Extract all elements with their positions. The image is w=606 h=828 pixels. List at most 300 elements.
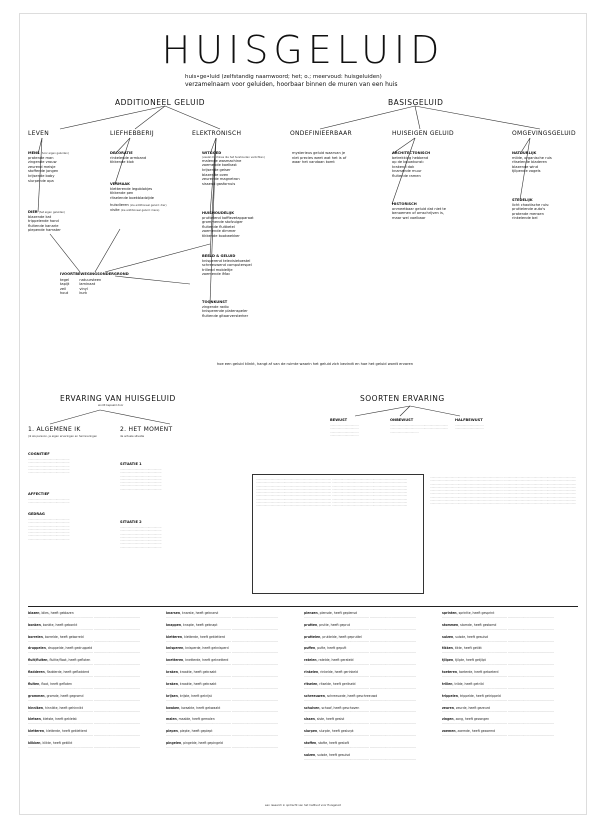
historisch-label: HISTORISCH bbox=[392, 202, 417, 206]
glossary-example: ……………………………………………………… ……………………………………… bbox=[304, 685, 417, 690]
glossary-definition: kraakte, heeft gekraakt bbox=[179, 670, 217, 675]
glossary-term: ratelen bbox=[304, 658, 317, 663]
glossary-definition: zong, heeft gezongen bbox=[455, 717, 490, 722]
glossary-example: ……………………………………………………… ……………………………………… bbox=[28, 614, 141, 619]
glossary-example: ……………………………………………………… ……………………………………… bbox=[304, 733, 417, 738]
glossary-term: zingen bbox=[442, 717, 454, 722]
ondefinieerbaar-group bbox=[292, 151, 382, 165]
beeld-geluid-label: BEELD & GELUID bbox=[202, 254, 236, 258]
glossary-entry: druppelen, druppelde, heeft gedruppeld ……………………………………………………… ……………………………………… bbox=[28, 647, 156, 655]
glossary-definition: tjilpte, heeft getjilpt bbox=[455, 658, 486, 663]
glossary-term: zoemen bbox=[442, 729, 456, 734]
halfbewust-text-block: …………………………… …………………………… bbox=[455, 424, 484, 431]
glossary-entry: stommen, stomde, heeft gestomd ……………………………………………………… ……………………………………… bbox=[442, 624, 580, 632]
glossary-example: ……………………………………………………… ……………………………………… bbox=[442, 721, 555, 726]
glossary-example: ……………………………………………………… ……………………………………… bbox=[304, 697, 417, 702]
basis-heading: BASISGELUID bbox=[388, 98, 444, 107]
glossary-term: tikken bbox=[442, 646, 453, 651]
glossary-definition: floot, heeft gefloten bbox=[41, 681, 73, 686]
glossary-term: zeuren bbox=[442, 705, 454, 710]
glossary-definition: fladderde, heeft gefladderd bbox=[46, 670, 90, 675]
glossary-term: hinniken bbox=[28, 705, 44, 710]
glossary-term: stoffen bbox=[304, 740, 317, 745]
glossary-definition: kletterde, heeft gekletterd bbox=[46, 729, 87, 734]
huishoudelijk-item: fluitende fluitketel bbox=[202, 224, 235, 229]
divider bbox=[28, 606, 578, 607]
natuurlijk-group bbox=[512, 151, 586, 174]
glossary-definition: bonkte, heeft gebonkt bbox=[42, 622, 78, 627]
glossary-term: kwaken bbox=[166, 705, 180, 710]
glossary-entry: tjilpen, tjilpte, heeft getjilpt ……………………………………………………… ……………………………………… bbox=[442, 659, 580, 667]
decoratie-label: DECORATIE bbox=[110, 151, 133, 155]
glossary-definition: hinnikte, heeft gehinnikt bbox=[44, 705, 83, 710]
ontstaan-text-block: ………………………………………………………………………… ………………………………………………………………………… ………………………………………………………………………… ………………………………………………………………………… ………………………………………………………………………… ………………………………………………………………………… ………………………………………………………………………… ………………………………………………………………………… ………………………………………………………………………… ………………………………………………………………………… ………………………………………………………………………… ………………………………………………………………………… ………………………………………………………………………… ………………………………………………………………………… ………………………………………………………………………… ………………………………………………………………………… ………………………………………………………………………… ………………………………………………………………………… bbox=[430, 476, 577, 506]
glossary-definition: stofte, heeft gestoft bbox=[318, 740, 349, 745]
glossary-entry: sissen, siste, heeft gesist ……………………………………………………… ……………………………………… bbox=[304, 718, 432, 726]
glossary-entry: sprinten, sprintte, heeft gesprint ……………………………………………………… ……………………………………… bbox=[442, 612, 580, 620]
glossary-definition: prutte, heeft geprut bbox=[319, 622, 350, 627]
architectonisch-item: knarsende muur bbox=[392, 169, 422, 174]
glossary-example: ……………………………………………………… ……………………………………… bbox=[304, 721, 417, 726]
glossary-entry: blazen, blies, heeft geblazen ……………………………………………………… ……………………………………… bbox=[28, 612, 156, 620]
het-moment-sub: de actuele situatie bbox=[120, 435, 145, 438]
toonkunst-item: knisperende platenspeler bbox=[202, 309, 248, 314]
witgoed-item: krijsende geiser bbox=[202, 168, 231, 173]
ervaring-subtitle: wordt bepaald door bbox=[98, 404, 124, 407]
mens-group bbox=[28, 151, 98, 183]
glossary-term: sissen bbox=[304, 717, 315, 722]
glossary-entry: toeteren, toeterde, heeft getoeterd ……………………………………………………… ……………………………………… bbox=[442, 671, 580, 679]
glossary-example: ……………………………………………………… ……………………………………… bbox=[28, 721, 141, 726]
glossary-definition: suisde, heeft gesuisd bbox=[455, 634, 488, 639]
witgoed-item: zoemende koelkast bbox=[202, 163, 237, 168]
glossary-definition: blies, heeft geblazen bbox=[41, 611, 74, 615]
glossary-definition: knarste, heeft geknarst bbox=[181, 611, 219, 615]
omgeving-heading: OMGEVINGSGELUID bbox=[512, 130, 576, 137]
glossary-definition: toeterde, heeft getoeterd bbox=[459, 670, 499, 675]
natuurlijk-item: milde, organische ruis bbox=[512, 155, 552, 160]
glossary-entry: pingelen, pingelde, heeft gepingeld ……………………………………………………… ……………………………………… bbox=[166, 742, 294, 750]
glossary-term: kraken bbox=[166, 681, 178, 686]
historisch-item: maar wel voelbaar bbox=[392, 215, 426, 220]
glossary-definition: suisde, heeft gesuisd bbox=[317, 752, 350, 757]
ondefinieerbaar-heading: ONDEFINIEERBAAR bbox=[290, 130, 353, 137]
situatie-2-label: SITUATIE 2 bbox=[120, 520, 142, 524]
glossary-definition: knetterde, heeft geknetterd bbox=[185, 658, 229, 663]
glossary-example: ……………………………………………………… ……………………………………… bbox=[166, 614, 279, 619]
page-title: HUISGELUID bbox=[161, 28, 445, 72]
glossary-example: ……………………………………………………… ……………………………………… bbox=[304, 614, 417, 619]
glossary-definition: pruttelde, heeft gepruttel bbox=[322, 634, 362, 639]
architectonisch-item: betrekking hebbend bbox=[392, 155, 429, 160]
huishoudelijk-item: tikkende kookwekker bbox=[202, 233, 240, 238]
glossary-entry: prutten, prutte, heeft geprut ……………………………………………………… ……………………………………… bbox=[304, 624, 432, 632]
glossary-definition: knisperde, heeft geknisperd bbox=[185, 646, 229, 651]
ondergrond-item: zeil bbox=[60, 286, 67, 291]
glossary-example: ……………………………………………………… ……………………………………… bbox=[442, 662, 555, 667]
glossary-definition: zoemde, heeft gezoemd bbox=[457, 729, 496, 734]
stedelijk-item: rinkelende bel bbox=[512, 216, 538, 221]
glossary-example: ……………………………………………………… ……………………………………… bbox=[166, 733, 279, 738]
glossary-entry: klikken, klikte, heeft geklikt ……………………………………………………… ……………………………………… bbox=[28, 742, 156, 750]
glossary-term: stommen bbox=[442, 622, 459, 627]
ondergrond-group bbox=[60, 272, 180, 296]
glossary-entry: fluiten, floot, heeft gefloten ……………………………………………………… ……………………………………… bbox=[28, 683, 156, 691]
beeld-geluid-item: trillend mobieltje bbox=[202, 267, 233, 272]
glossary-example: ……………………………………………………… ……………………………………… bbox=[28, 744, 141, 749]
glossary-example: ……………………………………………………… ……………………………………… bbox=[442, 685, 555, 690]
glossary-term: krijsen bbox=[166, 693, 178, 698]
toonkunst-label: TOONKUNST bbox=[202, 300, 228, 304]
glossary-term: suizen bbox=[442, 634, 454, 639]
glossary-col-1 bbox=[28, 612, 156, 754]
ervaring-heading: ERVARING VAN HUISGELUID bbox=[60, 394, 176, 403]
ondergrond-item: vinyl bbox=[79, 286, 88, 291]
glossary-entry: zoemen, zoemde, heeft gezoemd ……………………………………………………… ……………………………………… bbox=[442, 730, 580, 738]
ondergrond-item: laminaat bbox=[79, 282, 96, 287]
ondergrond-item: hout bbox=[60, 291, 69, 296]
glossary-definition: siste, heeft gesist bbox=[316, 717, 345, 722]
glossary-definition: schreeuwde, heeft geschreeuwd bbox=[326, 693, 378, 698]
ondergrond-item: tapijt bbox=[60, 282, 70, 287]
glossary-example: ……………………………………………………… ……………………………………… bbox=[28, 673, 141, 678]
architectonisch-item: op de bouwkunst: bbox=[392, 160, 424, 165]
glossary-example: ……………………………………………………… ……………………………………… bbox=[442, 709, 555, 714]
huisdieren-text: huisdieren bbox=[110, 203, 129, 208]
huishoudelijk-label: HUISHOUDELIJK bbox=[202, 211, 235, 215]
glossary-col-4 bbox=[442, 612, 580, 742]
glossary-definition: klikte, heeft geklikt bbox=[42, 740, 73, 745]
glossary-term: toeteren bbox=[442, 670, 458, 675]
glossary-definition: sprintte, heeft gesprint bbox=[458, 611, 495, 615]
vermaak-group bbox=[110, 182, 190, 213]
glossary-term: puffen bbox=[304, 646, 316, 651]
glossary-term: fladderen bbox=[28, 670, 45, 675]
glossary-term: borrelen bbox=[28, 634, 43, 639]
beeld-geluid-item: knisperend televisietoestel bbox=[202, 258, 251, 263]
glossary-definition: ratelde, heeft gerateld bbox=[318, 658, 354, 663]
glossary-entry: grommen, gromde, heeft gegromd ……………………………………………………… ……………………………………… bbox=[28, 695, 156, 703]
glossary-entry: bonken, bonkte, heeft gebonkt ……………………………………………………… ……………………………………… bbox=[28, 624, 156, 632]
glossary-example: ……………………………………………………… ……………………………………… bbox=[304, 638, 417, 643]
vermaak-item: tikkende pen bbox=[110, 191, 134, 196]
huishoudelijk-group bbox=[202, 211, 292, 239]
glossary-entry: zingen, zong, heeft gezongen ……………………………………………………… ……………………………………… bbox=[442, 718, 580, 726]
ondefinieerbaar-line: niet precies weet wat het is of bbox=[292, 155, 347, 160]
onbewust-label: ONBEWUST bbox=[390, 418, 414, 422]
glossary-term: kletsen bbox=[28, 717, 41, 722]
glossary-example: ……………………………………………………… ……………………………………… bbox=[304, 650, 417, 655]
architectonisch-group bbox=[392, 151, 492, 179]
het-moment-heading: 2. HET MOMENT bbox=[120, 426, 173, 433]
architectonisch-item: krakend dak bbox=[392, 164, 415, 169]
onbewust-text-block: …………………………… …………………………… …………………………… …………………………… …………………………… bbox=[390, 424, 448, 434]
bewust-text-block: …………………………… …………………………… …………………………… …………………………… bbox=[330, 424, 359, 437]
beeld-geluid-item: schreeuwend computerspel bbox=[202, 263, 252, 268]
glossary-term: bonken bbox=[28, 622, 41, 627]
glossary-entry: malen, maalde, heeft gemalen ……………………………………………………… ……………………………………… bbox=[166, 718, 294, 726]
dier-label: DIER bbox=[28, 210, 38, 214]
glossary-example: ……………………………………………………… ……………………………………… bbox=[166, 709, 279, 714]
ondergrond-label: IVOORTBEWEGINGSONDERGROND bbox=[60, 272, 129, 276]
glossary-term: ritselen bbox=[304, 681, 318, 686]
glossary-term: schuiven bbox=[304, 705, 320, 710]
glossary-entry: trillen, trilde, heeft getrild ……………………………………………………… ……………………………………… bbox=[442, 683, 580, 691]
situatie-1-text-block: ………………………………………… ………………………………………… ………………………………………… ………………………………………… ………………………………………… ………………………………………… ………………………………………… bbox=[120, 468, 162, 491]
glossary-entry: tikken, tikte, heeft getikt ……………………………………………………… ……………………………………… bbox=[442, 647, 580, 655]
glossary-example: ……………………………………………………… ……………………………………… bbox=[442, 638, 555, 643]
glossary-entry: hinniken, hinnikte, heeft gehinnikt ……………………………………………………… ……………………………………… bbox=[28, 707, 156, 715]
glossary-term: trillen bbox=[442, 681, 453, 686]
glossary-term: kletteren bbox=[166, 634, 183, 639]
witgoed-item: zeurende magnetron bbox=[202, 177, 240, 182]
historisch-group bbox=[392, 202, 502, 220]
mens-item: stoffende jongen bbox=[28, 169, 59, 174]
witgoed-item: blazende oven bbox=[202, 172, 229, 177]
ondefinieerbaar-line: mysterieus geluid waarvan je bbox=[292, 151, 346, 155]
glossary-term: trippelen bbox=[442, 693, 458, 698]
glossary-definition: pingelde, heeft gepingeld bbox=[183, 740, 223, 745]
huiseigen-heading: HUISEIGEN GELUID bbox=[392, 130, 454, 137]
glossary-definition: druppelde, heeft gedruppeld bbox=[47, 646, 93, 651]
glossary-definition: zeurde, heeft gezeurd bbox=[455, 705, 490, 710]
glossary-definition: plensde, heeft geplensd bbox=[319, 611, 357, 615]
historisch-item: benoemen of omschrijven is, bbox=[392, 211, 444, 216]
visite-text: visite bbox=[110, 207, 120, 212]
glossary-entry: schuiven, schoof, heeft geschoven ……………………………………………………… ……………………………………… bbox=[304, 707, 432, 715]
glossary-entry: schreeuwen, schreeuwde, heeft geschreeuwd ……………………………………………………… ……………………………………… bbox=[304, 695, 432, 703]
glossary-entry: zeuren, zeurde, heeft gezeurd ……………………………………………………… ……………………………………… bbox=[442, 707, 580, 715]
glossary-definition: kraakte, heeft gekraakt bbox=[179, 681, 217, 686]
glossary-example: ……………………………………………………… ……………………………………… bbox=[442, 697, 555, 702]
mens-item: zeurend meisje bbox=[28, 164, 56, 169]
witgoed-item: malende wasmachine bbox=[202, 158, 242, 163]
huishoudelijk-item: grommende stofzuiger bbox=[202, 220, 243, 225]
glossary-example: ……………………………………………………… ……………………………………… bbox=[166, 721, 279, 726]
glossary-definition: kletste, heeft gekletst bbox=[42, 717, 77, 722]
glossary-term: knappen bbox=[166, 622, 182, 627]
glossary-entry: knetteren, knetterde, heeft geknetterd ……………………………………………………… ……………………………………… bbox=[166, 659, 294, 667]
glossary-entry: rinkelen, rinkelde, heeft gerinkeld ……………………………………………………… ……………………………………… bbox=[304, 671, 432, 679]
glossary-example: ……………………………………………………… ……………………………………… bbox=[166, 662, 279, 667]
additioneel-heading: ADDITIONEEL GELUID bbox=[115, 98, 206, 107]
glossary-example: ……………………………………………………… ……………………………………… bbox=[28, 626, 141, 631]
glossary-entry: borrelen, borrelde, heeft geborreld ……………………………………………………… ……………………………………… bbox=[28, 636, 156, 644]
dier-item: trippelende hond bbox=[28, 219, 59, 224]
dier-item: piepende hamster bbox=[28, 228, 61, 233]
glossary-entry: knappen, knapte, heeft geknapt ……………………………………………………… ……………………………………… bbox=[166, 624, 294, 632]
glossary-definition: trilde, heeft getrild bbox=[454, 681, 484, 686]
glossary-term: rinkelen bbox=[304, 670, 319, 675]
natuurlijk-label: NATUURLIJK bbox=[512, 151, 537, 155]
glossary-example: ……………………………………………………… ……………………………………… bbox=[166, 650, 279, 655]
mens-item: slurpende opa bbox=[28, 178, 54, 183]
witgoed-item: sissend gasfornuis bbox=[202, 181, 236, 186]
glossary-entry: kraken, kraakte, heeft gekraakt ……………………………………………………… ……………………………………… bbox=[166, 671, 294, 679]
elektronisch-heading: ELEKTRONISCH bbox=[192, 130, 242, 137]
huishoudelijk-item: pruttelend koffiezetapparaat bbox=[202, 215, 254, 220]
soorten-heading: SOORTEN ERVARING bbox=[360, 394, 445, 403]
glossary-definition: trippelde, heeft getrippeld bbox=[459, 693, 501, 698]
glossary-example: ……………………………………………………… ……………………………………… bbox=[166, 744, 279, 749]
glossary-entry: kletteren, kletterde, heeft gekletterd ……………………………………………………… ……………………………………… bbox=[166, 636, 294, 644]
glossary-definition: stomde, heeft gestomd bbox=[460, 622, 497, 627]
mens-item: pratende man bbox=[28, 155, 54, 160]
glossary-definition: borrelde, heeft geborreld bbox=[44, 634, 84, 639]
glossary-entry: piepen, piepte, heeft gepiept ……………………………………………………… ……………………………………… bbox=[166, 730, 294, 738]
mens-note: (hoor eigen geluiden) bbox=[40, 152, 69, 155]
glossary-term: plenzen bbox=[304, 611, 318, 615]
toonkunst-item: fluitende gitaarversterker bbox=[202, 313, 249, 318]
glossary-entry: krijsen, krijste, heeft gekrijst ……………………………………………………… ……………………………………… bbox=[166, 695, 294, 703]
historisch-item: onmeetbaar geluid dat niet te bbox=[392, 206, 446, 211]
glossary-term: fluit/fluiten bbox=[28, 658, 48, 663]
ondergrond-item: tegel bbox=[60, 277, 70, 282]
glossary-definition: knapte, heeft geknapt bbox=[183, 622, 218, 627]
decoratie-item: rinkelende armband bbox=[110, 155, 147, 160]
glossary-definition: schoof, heeft geschoven bbox=[321, 705, 360, 710]
glossary-term: knarsen bbox=[166, 611, 181, 615]
glossary-entry: kraken, kraakte, heeft gekraakt ……………………………………………………… ……………………………………… bbox=[166, 683, 294, 691]
glossary-definition: kwaakte, heeft gekwaakt bbox=[181, 705, 221, 710]
glossary-definition: maalde, heeft gemalen bbox=[178, 717, 215, 722]
glossary-term: knetteren bbox=[166, 658, 184, 663]
glossary-example: ……………………………………………………… ……………………………………… bbox=[442, 626, 555, 631]
definition-line-1: huis•ge•luid (zelfstandig naamwoord; het; o.; meervoud: huisgeluiden) bbox=[185, 74, 382, 80]
glossary-entry: suizen, suisde, heeft gesuisd ……………………………………………………… ……………………………………… bbox=[304, 754, 432, 762]
ondergrond-item: natuursteen bbox=[79, 277, 102, 282]
glossary-definition: kletterde, heeft gekletterd bbox=[184, 634, 225, 639]
glossary-entry: stoffen, stofte, heeft gestoft ……………………………………………………… ……………………………………… bbox=[304, 742, 432, 750]
glossary-definition: krijste, heeft gekrijst bbox=[179, 693, 212, 698]
glossary-definition: slurpte, heeft geslurpt bbox=[319, 729, 354, 734]
glossary-term: knisperen bbox=[166, 646, 184, 651]
glossary-definition: pufte, heeft gepuft bbox=[317, 646, 347, 651]
glossary-entry: kletsen, kletste, heeft gekletst ……………………………………………………… ……………………………………… bbox=[28, 718, 156, 726]
glossary-term: klikken bbox=[28, 740, 41, 745]
glossary-term: fluiten bbox=[28, 681, 40, 686]
natuurlijk-item: tjilpende vogels bbox=[512, 169, 541, 174]
glossary-example: ……………………………………………………… ……………………………………… bbox=[166, 697, 279, 702]
glossary-example: ……………………………………………………… ……………………………………… bbox=[166, 626, 279, 631]
glossary-term: malen bbox=[166, 717, 177, 722]
glossary-example: ……………………………………………………… ……………………………………… bbox=[442, 614, 555, 619]
bottom-caption: hoe een geluid klinkt, hangt af van de ruimte waarin het geluid zich bevindt en hoe het geluid wordt ervaren bbox=[216, 362, 414, 366]
glossary-example: ……………………………………………………… ……………………………………… bbox=[304, 744, 417, 749]
glossary-example: ……………………………………………………… ……………………………………… bbox=[166, 673, 279, 678]
architectonisch-label: ARCHITECTONISCH bbox=[392, 151, 431, 155]
glossary-term: pingelen bbox=[166, 740, 182, 745]
algemene-ik-heading: 1. ALGEMENE IK bbox=[28, 426, 81, 433]
mens-label: MENS bbox=[28, 151, 40, 155]
vermaak-item: ritselende boekbladzijde bbox=[110, 195, 155, 200]
dier-note: (het eigen geluiden) bbox=[38, 211, 66, 214]
bewust-label: BEWUST bbox=[330, 418, 348, 422]
glossary-definition: gromde, heeft gegromd bbox=[46, 693, 84, 698]
glossary-example: ……………………………………………………… ……………………………………… bbox=[28, 662, 141, 667]
glossary-entry: knisperen, knisperde, heeft geknisperd ……………………………………………………… ……………………………………… bbox=[166, 647, 294, 655]
glossary-definition: tikte, heeft getikt bbox=[454, 646, 482, 651]
definition-line-2: verzamelnaam voor geluiden, hoorbaar binnen de muren van een huis bbox=[185, 81, 398, 88]
stedelijk-item: pruttelende auto's bbox=[512, 207, 546, 212]
glossary-entry: suizen, suisde, heeft gesuisd ……………………………………………………… ……………………………………… bbox=[442, 636, 580, 644]
glossary-example: ……………………………………………………… ……………………………………… bbox=[28, 638, 141, 643]
glossary-entry: knarsen, knarste, heeft geknarst ……………………………………………………… ……………………………………… bbox=[166, 612, 294, 620]
glossary-entry: kwaken, kwaakte, heeft gekwaakt ……………………………………………………… ……………………………………… bbox=[166, 707, 294, 715]
glossary-example: ……………………………………………………… ……………………………………… bbox=[442, 650, 555, 655]
glossary-entry: ritselen, ritselde, heeft geritseld ……………………………………………………… ……………………………………… bbox=[304, 683, 432, 691]
glossary-entry: kletteren, kletterde, heeft gekletterd ……………………………………………………… ……………………………………… bbox=[28, 730, 156, 738]
glossary-example: ……………………………………………………… ……………………………………… bbox=[166, 638, 279, 643]
huishoudelijk-item: zoemende dimmer bbox=[202, 229, 236, 234]
glossary-term: blazen bbox=[28, 611, 40, 615]
footer: een research in opdracht van het Instituut voor Huisgeluid bbox=[265, 804, 341, 807]
glossary-term: kletteren bbox=[28, 729, 45, 734]
glossary-example: ……………………………………………………… ……………………………………… bbox=[28, 685, 141, 690]
toonkunst-item: zingende radio bbox=[202, 304, 229, 309]
glossary-entry: pruttelen, pruttelde, heeft gepruttel ……………………………………………………… ……………………………………… bbox=[304, 636, 432, 644]
affectief-label: AFFECTIEF bbox=[28, 492, 50, 496]
leven-heading: LEVEN bbox=[28, 130, 50, 137]
natuurlijk-item: ritselende bladeren bbox=[512, 160, 547, 165]
gedrag-label: GEDRAG bbox=[28, 512, 45, 516]
visite-note: (zie additioneel geluid: mens) bbox=[120, 208, 160, 212]
beeld-geluid-group bbox=[202, 254, 292, 277]
dier-group bbox=[28, 210, 98, 233]
glossary-entry: trippelen, trippelde, heeft getrippeld ……………………………………………………… ……………………………………… bbox=[442, 695, 580, 703]
witgoed-group bbox=[202, 151, 292, 186]
witgoed-label: WITGOED bbox=[202, 151, 222, 155]
glossary-entry: fladderen, fladderde, heeft gefladderd ……………………………………………………… ……………………………………… bbox=[28, 671, 156, 679]
liefhebberij-heading: LIEFHEBBERIJ bbox=[110, 130, 154, 137]
mens-item: zingende vrouw bbox=[28, 160, 57, 165]
glossary-example: ……………………………………………………… ……………………………………… bbox=[304, 673, 417, 678]
cognitief-label: COGNITIEF bbox=[28, 452, 50, 456]
stedelijk-item: pratende mensen bbox=[512, 211, 544, 216]
dier-item: blazende kat bbox=[28, 214, 52, 219]
vermaak-item: kletterende legoblokjes bbox=[110, 186, 153, 191]
glossary-term: tjilpen bbox=[442, 658, 454, 663]
glossary-entry: ratelen, ratelde, heeft gerateld ……………………………………………………… ……………………………………… bbox=[304, 659, 432, 667]
glossary-example: ……………………………………………………… ……………………………………… bbox=[166, 685, 279, 690]
decoratie-item: tikkende klok bbox=[110, 160, 134, 165]
glossary-term: piepen bbox=[166, 729, 178, 734]
witgoed-note: (veelal machines die het huishouden verlichten) bbox=[202, 155, 265, 159]
glossary-term: slurpen bbox=[304, 729, 318, 734]
vermaak-label: VERMAAK bbox=[110, 182, 130, 186]
glossary-definition: fluitte/floot, heeft gefloten bbox=[49, 658, 91, 663]
toonkunst-group bbox=[202, 300, 292, 318]
cognitief-text-block: ………………………………………… ………………………………………… ………………………………………… ………………………………………… ………………………………………… bbox=[28, 458, 70, 475]
ondefinieerbaar-line: waar het vandaan komt bbox=[292, 160, 335, 165]
stedelijk-label: STEDELIJK bbox=[512, 198, 533, 202]
glossary-example: ……………………………………………………… ……………………………………… bbox=[304, 626, 417, 631]
poster bbox=[20, 14, 586, 814]
dier-item: fluitende kanarie bbox=[28, 223, 59, 228]
situatie-2-text-block: ………………………………………… ………………………………………… ………………………………………… ………………………………………… ………………………………………… ………………………………………… ………………………………………… bbox=[120, 526, 162, 549]
glossary-col-2 bbox=[166, 612, 294, 754]
natuurlijk-item: blazende wind bbox=[512, 164, 538, 169]
affectief-text-block: ………………………………………… ………………………………………… bbox=[28, 498, 70, 505]
glossary-term: sprinten bbox=[442, 611, 457, 615]
glossary-entry: slurpen, slurpte, heeft geslurpt ……………………………………………………… ……………………………………… bbox=[304, 730, 432, 738]
decoratie-group bbox=[110, 151, 190, 165]
glossary-example: ……………………………………………………… ……………………………………… bbox=[304, 662, 417, 667]
stedelijk-item: licht chaotische ruis: bbox=[512, 202, 550, 207]
glossary-entry: plenzen, plensde, heeft geplensd ……………………………………………………… ……………………………………… bbox=[304, 612, 432, 620]
mens-item: krijsende baby bbox=[28, 173, 55, 178]
algemene-ik-sub: (ik als persoon, je eigen ervaringen en herinneringen bbox=[28, 435, 98, 438]
